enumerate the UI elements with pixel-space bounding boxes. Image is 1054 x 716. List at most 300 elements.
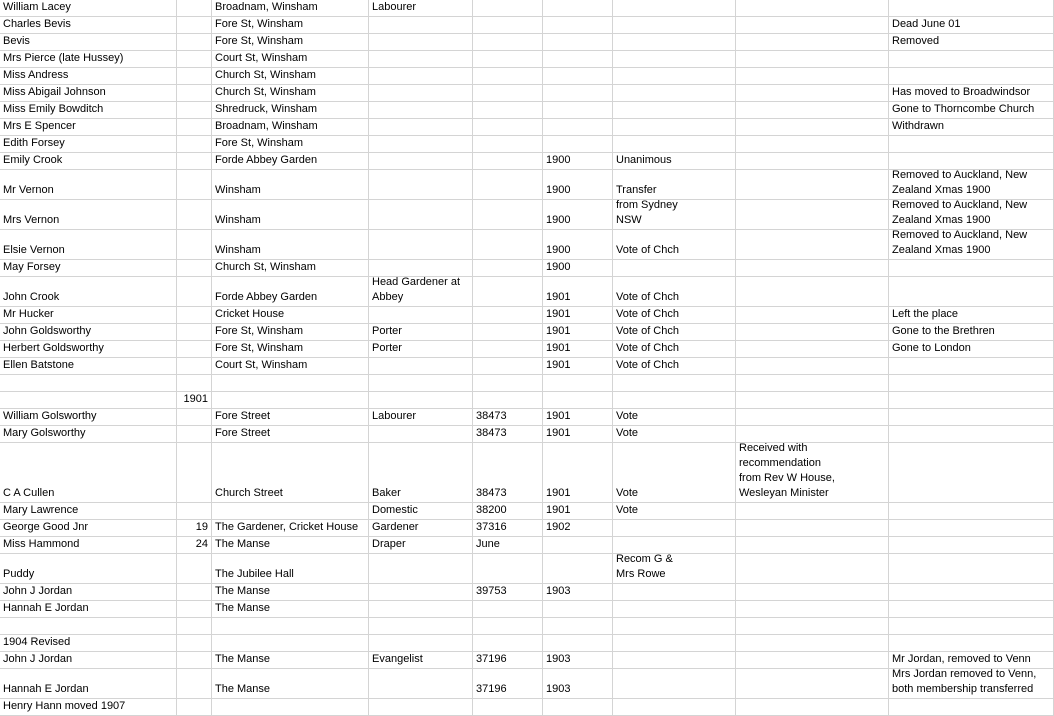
cell-number[interactable] xyxy=(177,584,212,600)
cell-occupation[interactable] xyxy=(369,324,473,340)
cell-admission[interactable] xyxy=(613,358,736,374)
cell-admission[interactable] xyxy=(613,699,736,715)
cell-remarks[interactable] xyxy=(736,0,889,16)
cell-admission[interactable] xyxy=(613,537,736,553)
cell-occupation[interactable] xyxy=(369,652,473,668)
cell-year[interactable] xyxy=(543,669,613,698)
cell-occupation[interactable] xyxy=(369,409,473,425)
cell-address[interactable] xyxy=(212,34,369,50)
cell-remarks[interactable] xyxy=(736,200,889,229)
cell-remarks[interactable] xyxy=(736,503,889,519)
cell-name[interactable] xyxy=(0,635,177,651)
cell-code[interactable] xyxy=(473,358,543,374)
cell-address[interactable] xyxy=(212,102,369,118)
cell-name[interactable] xyxy=(0,85,177,101)
cell-admission[interactable] xyxy=(613,341,736,357)
cell-number[interactable] xyxy=(177,426,212,442)
cell-remarks[interactable] xyxy=(736,584,889,600)
cell-code[interactable] xyxy=(473,584,543,600)
cell-address[interactable] xyxy=(212,503,369,519)
cell-admission[interactable] xyxy=(613,119,736,135)
cell-remarks[interactable] xyxy=(736,51,889,67)
cell-year[interactable] xyxy=(543,443,613,502)
cell-name[interactable] xyxy=(0,307,177,323)
cell-year[interactable] xyxy=(543,601,613,617)
cell-notes[interactable] xyxy=(889,200,1054,229)
cell-occupation[interactable] xyxy=(369,119,473,135)
cell-address[interactable] xyxy=(212,230,369,259)
cell-admission[interactable] xyxy=(613,443,736,502)
cell-address[interactable] xyxy=(212,375,369,391)
cell-address[interactable] xyxy=(212,584,369,600)
cell-remarks[interactable] xyxy=(736,260,889,276)
cell-remarks[interactable] xyxy=(736,136,889,152)
cell-occupation[interactable] xyxy=(369,260,473,276)
cell-year[interactable] xyxy=(543,51,613,67)
cell-notes[interactable] xyxy=(889,699,1054,715)
cell-address[interactable] xyxy=(212,68,369,84)
cell-remarks[interactable] xyxy=(736,170,889,199)
cell-remarks[interactable] xyxy=(736,537,889,553)
cell-number[interactable] xyxy=(177,358,212,374)
cell-remarks[interactable] xyxy=(736,375,889,391)
cell-notes[interactable] xyxy=(889,409,1054,425)
cell-occupation[interactable] xyxy=(369,277,473,306)
cell-year[interactable] xyxy=(543,375,613,391)
cell-year[interactable] xyxy=(543,652,613,668)
cell-occupation[interactable] xyxy=(369,669,473,698)
cell-code[interactable] xyxy=(473,307,543,323)
cell-address[interactable] xyxy=(212,200,369,229)
cell-address[interactable] xyxy=(212,85,369,101)
cell-address[interactable] xyxy=(212,635,369,651)
cell-notes[interactable] xyxy=(889,503,1054,519)
cell-name[interactable] xyxy=(0,392,177,408)
cell-name[interactable] xyxy=(0,375,177,391)
cell-number[interactable] xyxy=(177,230,212,259)
cell-notes[interactable] xyxy=(889,537,1054,553)
cell-occupation[interactable] xyxy=(369,51,473,67)
cell-admission[interactable] xyxy=(613,635,736,651)
cell-address[interactable] xyxy=(212,260,369,276)
cell-notes[interactable] xyxy=(889,230,1054,259)
cell-code[interactable] xyxy=(473,230,543,259)
cell-admission[interactable] xyxy=(613,51,736,67)
cell-code[interactable] xyxy=(473,277,543,306)
cell-admission[interactable] xyxy=(613,170,736,199)
cell-address[interactable] xyxy=(212,520,369,536)
cell-occupation[interactable] xyxy=(369,230,473,259)
cell-code[interactable] xyxy=(473,51,543,67)
cell-number[interactable] xyxy=(177,85,212,101)
cell-occupation[interactable] xyxy=(369,307,473,323)
cell-number[interactable] xyxy=(177,635,212,651)
cell-address[interactable] xyxy=(212,170,369,199)
cell-year[interactable] xyxy=(543,358,613,374)
cell-name[interactable] xyxy=(0,503,177,519)
cell-notes[interactable] xyxy=(889,520,1054,536)
cell-address[interactable] xyxy=(212,341,369,357)
cell-occupation[interactable] xyxy=(369,375,473,391)
cell-remarks[interactable] xyxy=(736,635,889,651)
cell-remarks[interactable] xyxy=(736,341,889,357)
cell-occupation[interactable] xyxy=(369,392,473,408)
cell-number[interactable] xyxy=(177,341,212,357)
cell-number[interactable] xyxy=(177,200,212,229)
cell-code[interactable] xyxy=(473,153,543,169)
cell-notes[interactable] xyxy=(889,170,1054,199)
cell-notes[interactable] xyxy=(889,68,1054,84)
cell-address[interactable] xyxy=(212,17,369,33)
cell-name[interactable] xyxy=(0,409,177,425)
cell-year[interactable] xyxy=(543,260,613,276)
cell-address[interactable] xyxy=(212,618,369,634)
cell-remarks[interactable] xyxy=(736,324,889,340)
cell-occupation[interactable] xyxy=(369,537,473,553)
cell-number[interactable] xyxy=(177,409,212,425)
cell-address[interactable] xyxy=(212,0,369,16)
cell-code[interactable] xyxy=(473,392,543,408)
cell-name[interactable] xyxy=(0,0,177,16)
cell-year[interactable] xyxy=(543,537,613,553)
cell-number[interactable] xyxy=(177,537,212,553)
cell-occupation[interactable] xyxy=(369,0,473,16)
cell-year[interactable] xyxy=(543,635,613,651)
cell-admission[interactable] xyxy=(613,17,736,33)
cell-address[interactable] xyxy=(212,652,369,668)
cell-name[interactable] xyxy=(0,170,177,199)
cell-year[interactable] xyxy=(543,153,613,169)
cell-year[interactable] xyxy=(543,554,613,583)
cell-admission[interactable] xyxy=(613,102,736,118)
cell-notes[interactable] xyxy=(889,277,1054,306)
cell-name[interactable] xyxy=(0,358,177,374)
cell-remarks[interactable] xyxy=(736,669,889,698)
cell-name[interactable] xyxy=(0,601,177,617)
cell-year[interactable] xyxy=(543,341,613,357)
cell-code[interactable] xyxy=(473,601,543,617)
cell-code[interactable] xyxy=(473,443,543,502)
cell-name[interactable] xyxy=(0,200,177,229)
cell-admission[interactable] xyxy=(613,200,736,229)
cell-notes[interactable] xyxy=(889,341,1054,357)
cell-remarks[interactable] xyxy=(736,601,889,617)
cell-remarks[interactable] xyxy=(736,392,889,408)
cell-admission[interactable] xyxy=(613,375,736,391)
cell-remarks[interactable] xyxy=(736,85,889,101)
cell-code[interactable] xyxy=(473,170,543,199)
cell-year[interactable] xyxy=(543,392,613,408)
cell-name[interactable] xyxy=(0,341,177,357)
cell-code[interactable] xyxy=(473,699,543,715)
cell-admission[interactable] xyxy=(613,652,736,668)
cell-admission[interactable] xyxy=(613,34,736,50)
cell-name[interactable] xyxy=(0,17,177,33)
cell-notes[interactable] xyxy=(889,324,1054,340)
cell-admission[interactable] xyxy=(613,669,736,698)
cell-occupation[interactable] xyxy=(369,554,473,583)
cell-occupation[interactable] xyxy=(369,17,473,33)
cell-admission[interactable] xyxy=(613,554,736,583)
cell-notes[interactable] xyxy=(889,358,1054,374)
cell-address[interactable] xyxy=(212,324,369,340)
cell-notes[interactable] xyxy=(889,426,1054,442)
cell-occupation[interactable] xyxy=(369,341,473,357)
cell-occupation[interactable] xyxy=(369,136,473,152)
cell-name[interactable] xyxy=(0,136,177,152)
cell-remarks[interactable] xyxy=(736,652,889,668)
cell-name[interactable] xyxy=(0,520,177,536)
cell-number[interactable] xyxy=(177,375,212,391)
cell-name[interactable] xyxy=(0,260,177,276)
cell-code[interactable] xyxy=(473,503,543,519)
cell-remarks[interactable] xyxy=(736,102,889,118)
cell-remarks[interactable] xyxy=(736,17,889,33)
cell-notes[interactable] xyxy=(889,85,1054,101)
cell-number[interactable] xyxy=(177,520,212,536)
cell-name[interactable] xyxy=(0,537,177,553)
cell-remarks[interactable] xyxy=(736,34,889,50)
cell-remarks[interactable] xyxy=(736,358,889,374)
cell-code[interactable] xyxy=(473,136,543,152)
cell-number[interactable] xyxy=(177,601,212,617)
cell-remarks[interactable] xyxy=(736,119,889,135)
cell-notes[interactable] xyxy=(889,584,1054,600)
cell-number[interactable] xyxy=(177,307,212,323)
cell-admission[interactable] xyxy=(613,584,736,600)
cell-occupation[interactable] xyxy=(369,503,473,519)
cell-year[interactable] xyxy=(543,584,613,600)
cell-notes[interactable] xyxy=(889,17,1054,33)
cell-code[interactable] xyxy=(473,618,543,634)
cell-year[interactable] xyxy=(543,618,613,634)
cell-name[interactable] xyxy=(0,324,177,340)
cell-remarks[interactable] xyxy=(736,68,889,84)
cell-name[interactable] xyxy=(0,34,177,50)
cell-notes[interactable] xyxy=(889,51,1054,67)
cell-admission[interactable] xyxy=(613,426,736,442)
cell-number[interactable] xyxy=(177,153,212,169)
cell-year[interactable] xyxy=(543,0,613,16)
cell-admission[interactable] xyxy=(613,618,736,634)
cell-address[interactable] xyxy=(212,136,369,152)
cell-year[interactable] xyxy=(543,102,613,118)
cell-address[interactable] xyxy=(212,699,369,715)
cell-notes[interactable] xyxy=(889,375,1054,391)
cell-number[interactable] xyxy=(177,68,212,84)
cell-occupation[interactable] xyxy=(369,584,473,600)
cell-remarks[interactable] xyxy=(736,699,889,715)
cell-remarks[interactable] xyxy=(736,426,889,442)
cell-admission[interactable] xyxy=(613,503,736,519)
cell-address[interactable] xyxy=(212,601,369,617)
cell-notes[interactable] xyxy=(889,260,1054,276)
cell-code[interactable] xyxy=(473,260,543,276)
cell-occupation[interactable] xyxy=(369,601,473,617)
cell-remarks[interactable] xyxy=(736,277,889,306)
cell-name[interactable] xyxy=(0,277,177,306)
cell-year[interactable] xyxy=(543,136,613,152)
cell-address[interactable] xyxy=(212,443,369,502)
cell-year[interactable] xyxy=(543,85,613,101)
cell-number[interactable] xyxy=(177,51,212,67)
cell-notes[interactable] xyxy=(889,307,1054,323)
cell-notes[interactable] xyxy=(889,392,1054,408)
cell-admission[interactable] xyxy=(613,260,736,276)
cell-year[interactable] xyxy=(543,230,613,259)
cell-code[interactable] xyxy=(473,324,543,340)
cell-occupation[interactable] xyxy=(369,68,473,84)
cell-code[interactable] xyxy=(473,426,543,442)
cell-code[interactable] xyxy=(473,375,543,391)
cell-notes[interactable] xyxy=(889,635,1054,651)
cell-year[interactable] xyxy=(543,409,613,425)
cell-name[interactable] xyxy=(0,68,177,84)
cell-code[interactable] xyxy=(473,554,543,583)
cell-code[interactable] xyxy=(473,34,543,50)
cell-notes[interactable] xyxy=(889,0,1054,16)
cell-year[interactable] xyxy=(543,277,613,306)
cell-notes[interactable] xyxy=(889,153,1054,169)
cell-name[interactable] xyxy=(0,426,177,442)
cell-year[interactable] xyxy=(543,307,613,323)
cell-notes[interactable] xyxy=(889,34,1054,50)
cell-year[interactable] xyxy=(543,17,613,33)
cell-admission[interactable] xyxy=(613,0,736,16)
cell-name[interactable] xyxy=(0,669,177,698)
cell-name[interactable] xyxy=(0,51,177,67)
cell-year[interactable] xyxy=(543,34,613,50)
cell-notes[interactable] xyxy=(889,601,1054,617)
cell-admission[interactable] xyxy=(613,277,736,306)
cell-number[interactable] xyxy=(177,443,212,502)
cell-code[interactable] xyxy=(473,200,543,229)
cell-admission[interactable] xyxy=(613,520,736,536)
cell-code[interactable] xyxy=(473,652,543,668)
cell-year[interactable] xyxy=(543,170,613,199)
cell-code[interactable] xyxy=(473,520,543,536)
cell-year[interactable] xyxy=(543,119,613,135)
cell-year[interactable] xyxy=(543,68,613,84)
cell-code[interactable] xyxy=(473,102,543,118)
cell-name[interactable] xyxy=(0,618,177,634)
cell-code[interactable] xyxy=(473,341,543,357)
cell-number[interactable] xyxy=(177,554,212,583)
cell-number[interactable] xyxy=(177,699,212,715)
cell-name[interactable] xyxy=(0,230,177,259)
cell-code[interactable] xyxy=(473,635,543,651)
cell-remarks[interactable] xyxy=(736,153,889,169)
cell-remarks[interactable] xyxy=(736,443,889,502)
cell-occupation[interactable] xyxy=(369,618,473,634)
cell-number[interactable] xyxy=(177,277,212,306)
cell-number[interactable] xyxy=(177,392,212,408)
cell-remarks[interactable] xyxy=(736,409,889,425)
cell-year[interactable] xyxy=(543,503,613,519)
cell-remarks[interactable] xyxy=(736,307,889,323)
cell-number[interactable] xyxy=(177,102,212,118)
cell-number[interactable] xyxy=(177,324,212,340)
cell-admission[interactable] xyxy=(613,324,736,340)
cell-name[interactable] xyxy=(0,102,177,118)
cell-occupation[interactable] xyxy=(369,443,473,502)
cell-notes[interactable] xyxy=(889,102,1054,118)
cell-address[interactable] xyxy=(212,51,369,67)
cell-code[interactable] xyxy=(473,669,543,698)
cell-notes[interactable] xyxy=(889,554,1054,583)
cell-year[interactable] xyxy=(543,324,613,340)
cell-number[interactable] xyxy=(177,652,212,668)
cell-notes[interactable] xyxy=(889,443,1054,502)
cell-address[interactable] xyxy=(212,669,369,698)
cell-name[interactable] xyxy=(0,652,177,668)
cell-name[interactable] xyxy=(0,119,177,135)
cell-name[interactable] xyxy=(0,554,177,583)
cell-year[interactable] xyxy=(543,699,613,715)
cell-notes[interactable] xyxy=(889,136,1054,152)
cell-remarks[interactable] xyxy=(736,618,889,634)
cell-remarks[interactable] xyxy=(736,554,889,583)
cell-code[interactable] xyxy=(473,17,543,33)
cell-number[interactable] xyxy=(177,0,212,16)
cell-address[interactable] xyxy=(212,153,369,169)
cell-remarks[interactable] xyxy=(736,230,889,259)
cell-occupation[interactable] xyxy=(369,153,473,169)
cell-year[interactable] xyxy=(543,426,613,442)
cell-code[interactable] xyxy=(473,68,543,84)
cell-notes[interactable] xyxy=(889,669,1054,698)
cell-occupation[interactable] xyxy=(369,358,473,374)
cell-code[interactable] xyxy=(473,409,543,425)
cell-admission[interactable] xyxy=(613,601,736,617)
cell-occupation[interactable] xyxy=(369,635,473,651)
cell-admission[interactable] xyxy=(613,409,736,425)
cell-code[interactable] xyxy=(473,85,543,101)
cell-name[interactable] xyxy=(0,584,177,600)
cell-number[interactable] xyxy=(177,618,212,634)
cell-name[interactable] xyxy=(0,699,177,715)
cell-occupation[interactable] xyxy=(369,102,473,118)
cell-number[interactable] xyxy=(177,669,212,698)
cell-occupation[interactable] xyxy=(369,34,473,50)
cell-admission[interactable] xyxy=(613,68,736,84)
cell-remarks[interactable] xyxy=(736,520,889,536)
cell-number[interactable] xyxy=(177,260,212,276)
cell-occupation[interactable] xyxy=(369,200,473,229)
cell-number[interactable] xyxy=(177,503,212,519)
cell-address[interactable] xyxy=(212,537,369,553)
cell-address[interactable] xyxy=(212,119,369,135)
cell-admission[interactable] xyxy=(613,307,736,323)
cell-admission[interactable] xyxy=(613,392,736,408)
cell-number[interactable] xyxy=(177,119,212,135)
cell-admission[interactable] xyxy=(613,85,736,101)
cell-number[interactable] xyxy=(177,136,212,152)
cell-address[interactable] xyxy=(212,277,369,306)
cell-address[interactable] xyxy=(212,554,369,583)
cell-code[interactable] xyxy=(473,119,543,135)
cell-code[interactable] xyxy=(473,0,543,16)
cell-number[interactable] xyxy=(177,17,212,33)
cell-address[interactable] xyxy=(212,307,369,323)
cell-address[interactable] xyxy=(212,358,369,374)
cell-address[interactable] xyxy=(212,392,369,408)
cell-admission[interactable] xyxy=(613,153,736,169)
cell-address[interactable] xyxy=(212,409,369,425)
cell-notes[interactable] xyxy=(889,618,1054,634)
cell-number[interactable] xyxy=(177,34,212,50)
cell-name[interactable] xyxy=(0,153,177,169)
